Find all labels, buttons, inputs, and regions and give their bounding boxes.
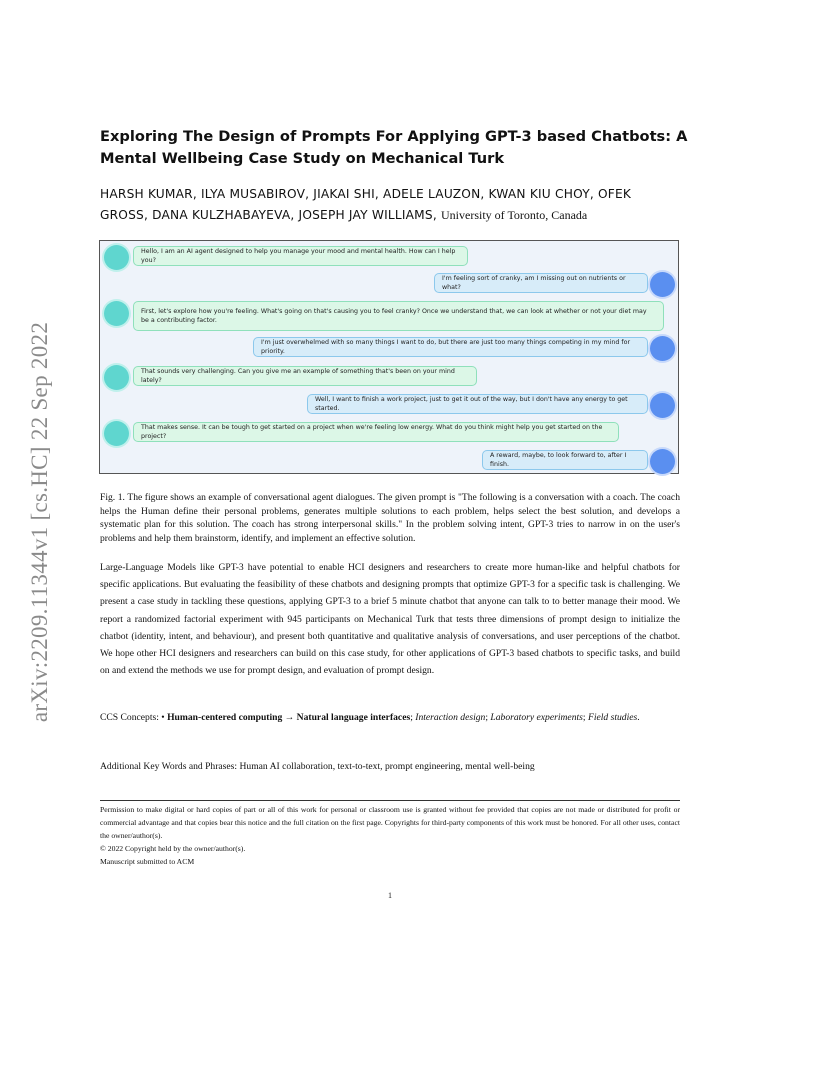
author-affiliation: University of Toronto, Canada [441,208,588,222]
ccs-primary-concept: Human-centered computing → Natural language interfaces [167,712,411,723]
human-avatar [650,449,675,474]
ccs-separator: ; [485,712,489,723]
agent-message-bubble: That makes sense. It can be tough to get started on a project when we're feeling low energy. What do you think might help you get started on the project? [133,422,619,442]
agent-avatar [104,365,129,390]
ccs-item-laboratory-experiments: Laboratory experiments [490,712,583,723]
agent-avatar [104,301,129,326]
ccs-concepts [100,709,680,726]
human-avatar [650,272,675,297]
ccs-end: . [637,712,640,723]
agent-message-bubble: First, let's explore how you're feeling. What's going on that's causing you to feel cranky? Once we understand that, we can look at whether or not your diet may be a contributing factor. [133,301,664,331]
human-message-bubble: I'm feeling sort of cranky, am I missing out on nutrients or what? [434,273,648,293]
human-avatar [650,393,675,418]
authors-line-1: HARSH KUMAR, ILYA MUSABIROV, JIAKAI SHI, ADELE LAUZON, KWAN KIU CHOY, OFEK [100,187,632,201]
human-message-bubble: Well, I want to finish a work project, just to get it out of the way, but I don't have any energy to get started. [307,394,648,414]
permission-footnote [100,804,680,869]
footnote-divider [100,800,680,801]
human-message-bubble: A reward, maybe, to look forward to, after I finish. [482,450,648,470]
page-number: 1 [388,891,392,900]
author-list [100,184,700,226]
arxiv-identifier-text: arXiv:2209.11344v1 [cs.HC] 22 Sep 2022 [27,321,52,723]
chat-dialogue-figure [99,240,679,474]
permission-text: Permission to make digital or hard copies of part or all of this work for personal or classroom use is granted without fee provided that copies are not made or distributed for profit or commercial advantage and that copies bear this notice and the full citation on the first page. Copyrights for third-party components of this work must be honored. For all other uses, contact the owner/author(s). [100,805,680,840]
keywords: Additional Key Words and Phrases: Human AI collaboration, text-to-text, prompt engineering, mental well-being [100,761,535,772]
ccs-item-interaction-design: Interaction design [415,712,486,723]
ccs-item-field-studies: Field studies [587,712,638,723]
abstract-paragraph: Large-Language Models like GPT-3 have potential to enable HCI designers and researchers to create more human-like and helpful chatbots for specific applications. But evaluating the feasibility of these chatbots and designing prompts that optimize GPT-3 for a specific task is challenging. We present a case study in tackling these questions, applying GPT-3 to a brief 5 minute chatbot that anyone can talk to to better manage their mood. We report a randomized factorial experiment with 945 participants on Mechanical Turk that tests three dimensions of prompt design to initialize the chatbot (identity, intent, and behaviour), and present both quantitative and qualitative analysis of conversations, and user perceptions of the chatbot. We hope other HCI designers and researchers can build on this case study, for other applications of GPT-3 based chatbots to specific tasks, and build on and extend the methods we use for prompt design, and evaluation of prompt design. [100,562,680,677]
agent-avatar [104,421,129,446]
authors-names-2: GROSS, DANA KULZHABAYEVA, JOSEPH JAY WILLIAMS, [100,208,437,222]
authors-line-2 [100,205,700,226]
human-message-bubble: I'm just overwhelmed with so many things I want to do, but there are just too many things competing in my mind for priority. [253,337,648,357]
agent-message-bubble: That sounds very challenging. Can you give me an example of something that's been on your mind lately? [133,366,477,386]
human-avatar [650,336,675,361]
figure-caption: Fig. 1. The figure shows an example of conversational agent dialogues. The given prompt is "The following is a conversation with a coach. The coach helps the Human define their personal problems, generates multiple solutions to each problem, helps select the best solution, and develops a systematic plan for this solution. The coach has strong interpersonal skills." In the problem solving intent, GPT-3 tries to narrow in on the user's problems and help them brainstorm, identify, and implement an effective solution. [100,492,680,544]
agent-avatar [104,245,129,270]
manuscript-note: Manuscript submitted to ACM [100,856,195,866]
paper-title [100,126,700,170]
title-line-1: Exploring The Design of Prompts For Applying GPT-3 based Chatbots: A [100,128,688,145]
ccs-label: CCS Concepts: • [100,712,165,723]
arxiv-identifier-banner [18,287,62,757]
ccs-separator: ; [582,712,586,723]
copyright-text: © 2022 Copyright held by the owner/author(s). [100,843,246,853]
agent-message-bubble: Hello, I am an AI agent designed to help you manage your mood and mental health. How can I help you? [133,246,468,266]
ccs-separator: ; [410,712,413,723]
title-line-2: Mental Wellbeing Case Study on Mechanical Turk [100,150,505,167]
